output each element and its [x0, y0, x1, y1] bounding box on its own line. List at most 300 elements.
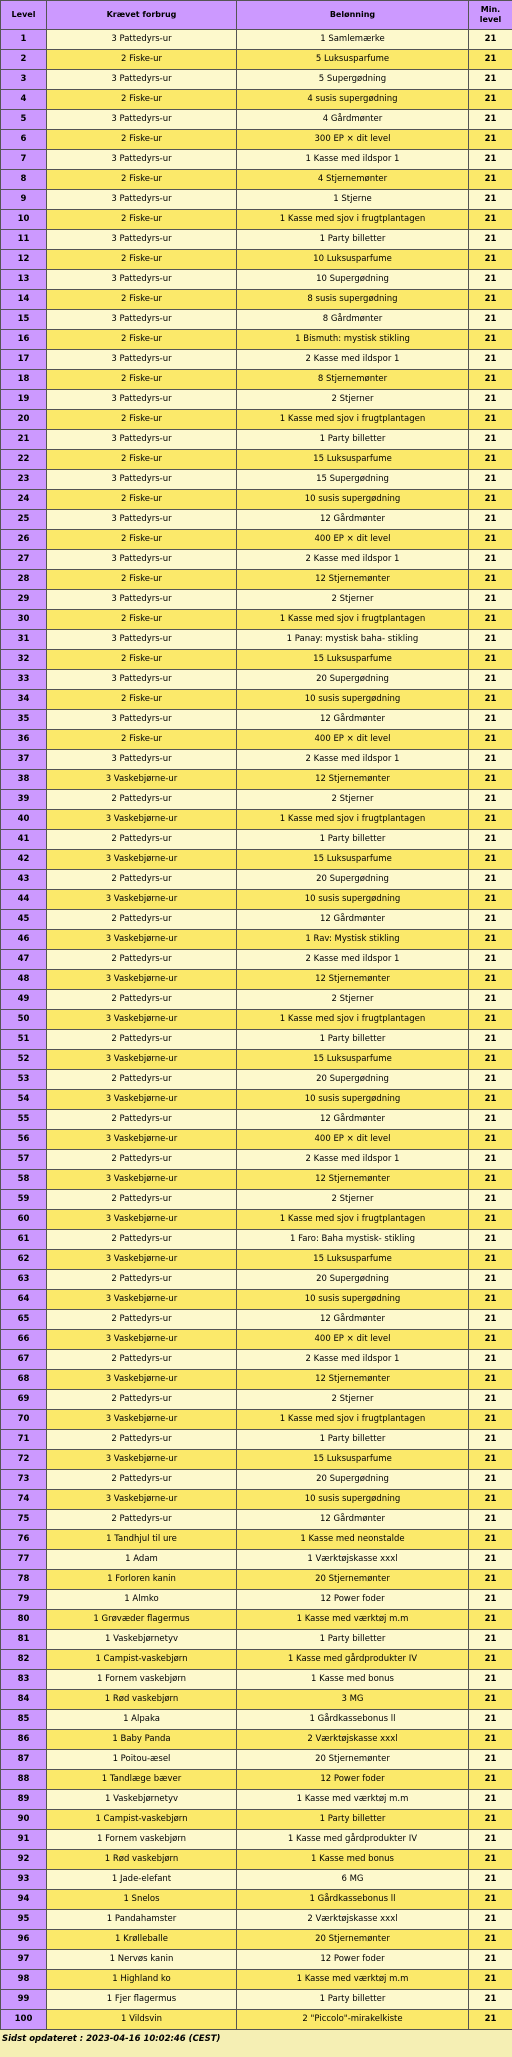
table-row [1, 70, 512, 90]
min-level-cell: 21 [469, 310, 512, 330]
level-cell: 79 [1, 1590, 47, 1610]
required-cell: 3 Pattedyrs-ur [47, 590, 237, 610]
table-row [1, 1090, 512, 1110]
level-cell: 31 [1, 630, 47, 650]
level-cell: 46 [1, 930, 47, 950]
min-level-cell: 21 [469, 1290, 512, 1310]
table-row [1, 1030, 512, 1050]
min-level-cell: 21 [469, 970, 512, 990]
reward-cell: 20 Supergødning [237, 670, 469, 690]
required-cell: 1 Tandhjul til ure [47, 1530, 237, 1550]
required-cell: 2 Fiske-ur [47, 650, 237, 670]
reward-cell: 2 Stjerner [237, 1390, 469, 1410]
required-cell: 1 Fornem vaskebjørn [47, 1830, 237, 1850]
level-cell: 88 [1, 1770, 47, 1790]
table-row [1, 1070, 512, 1090]
level-cell: 63 [1, 1270, 47, 1290]
table-row [1, 750, 512, 770]
level-cell: 67 [1, 1350, 47, 1370]
reward-cell: 12 Power foder [237, 1770, 469, 1790]
level-cell: 99 [1, 1990, 47, 2010]
table-row [1, 170, 512, 190]
reward-cell: 15 Luksusparfume [237, 450, 469, 470]
header-reward[interactable]: Belønning [237, 1, 469, 30]
reward-cell: 2 Værktøjskasse xxxl [237, 1730, 469, 1750]
table-row [1, 610, 512, 630]
reward-cell: 1 Kasse med sjov i frugtplantagen [237, 410, 469, 430]
min-level-cell: 21 [469, 990, 512, 1010]
level-cell: 73 [1, 1470, 47, 1490]
reward-cell: 1 Kasse med sjov i frugtplantagen [237, 610, 469, 630]
level-cell: 53 [1, 1070, 47, 1090]
table-row [1, 1230, 512, 1250]
required-cell: 2 Pattedyrs-ur [47, 1150, 237, 1170]
level-cell: 44 [1, 890, 47, 910]
level-cell: 61 [1, 1230, 47, 1250]
required-cell: 1 Fjer flagermus [47, 1990, 237, 2010]
table-row [1, 910, 512, 930]
table-row [1, 1930, 512, 1950]
table-row [1, 1990, 512, 2010]
reward-cell: 10 Supergødning [237, 270, 469, 290]
required-cell: 2 Fiske-ur [47, 330, 237, 350]
reward-cell: 12 Gårdmønter [237, 710, 469, 730]
required-cell: 2 Fiske-ur [47, 490, 237, 510]
reward-cell: 1 Bismuth: mystisk stikling [237, 330, 469, 350]
table-row [1, 1710, 512, 1730]
required-cell: 2 Fiske-ur [47, 730, 237, 750]
min-level-cell: 21 [469, 2010, 512, 2030]
reward-cell: 1 Kasse med værktøj m.m [237, 1790, 469, 1810]
reward-cell: 400 EP × dit level [237, 530, 469, 550]
level-cell: 59 [1, 1190, 47, 1210]
reward-cell: 10 susis supergødning [237, 690, 469, 710]
reward-cell: 1 Kasse med neonstalde [237, 1530, 469, 1550]
table-row [1, 1790, 512, 1810]
level-cell: 62 [1, 1250, 47, 1270]
reward-cell: 1 Party billetter [237, 1810, 469, 1830]
table-row [1, 1910, 512, 1930]
level-cell: 6 [1, 130, 47, 150]
table-row [1, 1830, 512, 1850]
reward-cell: 1 Værktøjskasse xxxl [237, 1550, 469, 1570]
table-row [1, 670, 512, 690]
table-row [1, 1190, 512, 1210]
table-row [1, 270, 512, 290]
level-cell: 80 [1, 1610, 47, 1630]
required-cell: 1 Highland ko [47, 1970, 237, 1990]
required-cell: 3 Pattedyrs-ur [47, 190, 237, 210]
table-row [1, 790, 512, 810]
table-row [1, 230, 512, 250]
min-level-cell: 21 [469, 270, 512, 290]
reward-cell: 1 Kasse med ildspor 1 [237, 150, 469, 170]
reward-cell: 1 Kasse med værktøj m.m [237, 1610, 469, 1630]
min-level-cell: 21 [469, 470, 512, 490]
required-cell: 2 Fiske-ur [47, 450, 237, 470]
table-row [1, 870, 512, 890]
level-cell: 37 [1, 750, 47, 770]
table-row [1, 1890, 512, 1910]
required-cell: 3 Pattedyrs-ur [47, 670, 237, 690]
header-required[interactable]: Krævet forbrug [47, 1, 237, 30]
reward-cell: 1 Kasse med sjov i frugtplantagen [237, 1410, 469, 1430]
min-level-cell: 21 [469, 1030, 512, 1050]
min-level-cell: 21 [469, 330, 512, 350]
reward-cell: 1 Kasse med bonus [237, 1850, 469, 1870]
min-level-cell: 21 [469, 430, 512, 450]
reward-cell: 1 Gårdkassebonus ll [237, 1710, 469, 1730]
table-row [1, 1690, 512, 1710]
level-cell: 75 [1, 1510, 47, 1530]
reward-cell: 10 susis supergødning [237, 1090, 469, 1110]
table-row [1, 550, 512, 570]
reward-cell: 1 Panay: mystisk baha- stikling [237, 630, 469, 650]
table-row [1, 1570, 512, 1590]
min-level-cell: 21 [469, 1990, 512, 2010]
min-level-cell: 21 [469, 1690, 512, 1710]
min-level-cell: 21 [469, 1430, 512, 1450]
header-min-level[interactable]: Min. level [469, 1, 512, 30]
level-cell: 8 [1, 170, 47, 190]
reward-cell: 1 Gårdkassebonus ll [237, 1890, 469, 1910]
min-level-cell: 21 [469, 70, 512, 90]
required-cell: 1 Adam [47, 1550, 237, 1570]
table-row [1, 1390, 512, 1410]
reward-cell: 2 Stjerner [237, 590, 469, 610]
min-level-cell: 21 [469, 1310, 512, 1330]
reward-cell: 2 Stjerner [237, 1190, 469, 1210]
table-row [1, 1470, 512, 1490]
level-cell: 87 [1, 1750, 47, 1770]
min-level-cell: 21 [469, 1650, 512, 1670]
reward-cell: 400 EP × dit level [237, 1130, 469, 1150]
level-cell: 50 [1, 1010, 47, 1030]
required-cell: 2 Fiske-ur [47, 50, 237, 70]
table-row [1, 130, 512, 150]
table-row [1, 1210, 512, 1230]
required-cell: 3 Vaskebjørne-ur [47, 1250, 237, 1270]
required-cell: 2 Fiske-ur [47, 610, 237, 630]
reward-cell: 15 Luksusparfume [237, 1050, 469, 1070]
table-row [1, 1970, 512, 1990]
min-level-cell: 21 [469, 1010, 512, 1030]
table-row [1, 950, 512, 970]
table-row [1, 1410, 512, 1430]
required-cell: 3 Vaskebjørne-ur [47, 1090, 237, 1110]
reward-cell: 8 Gårdmønter [237, 310, 469, 330]
reward-cell: 10 susis supergødning [237, 1290, 469, 1310]
required-cell: 2 Pattedyrs-ur [47, 1110, 237, 1130]
table-row [1, 470, 512, 490]
required-cell: 2 Fiske-ur [47, 690, 237, 710]
header-level[interactable]: Level [1, 1, 47, 30]
level-cell: 91 [1, 1830, 47, 1850]
required-cell: 1 Snelos [47, 1890, 237, 1910]
table-row [1, 1610, 512, 1630]
level-cell: 85 [1, 1710, 47, 1730]
table-row [1, 110, 512, 130]
reward-cell: 20 Supergødning [237, 1470, 469, 1490]
min-level-cell: 21 [469, 750, 512, 770]
required-cell: 2 Pattedyrs-ur [47, 990, 237, 1010]
level-cell: 41 [1, 830, 47, 850]
level-cell: 98 [1, 1970, 47, 1990]
reward-cell: 1 Faro: Baha mystisk- stikling [237, 1230, 469, 1250]
reward-cell: 1 Kasse med gårdprodukter IV [237, 1650, 469, 1670]
table-row [1, 1490, 512, 1510]
reward-cell: 1 Kasse med sjov i frugtplantagen [237, 210, 469, 230]
min-level-cell: 21 [469, 890, 512, 910]
level-cell: 4 [1, 90, 47, 110]
table-row [1, 630, 512, 650]
min-level-cell: 21 [469, 1590, 512, 1610]
level-cell: 94 [1, 1890, 47, 1910]
table-row [1, 1290, 512, 1310]
level-cell: 96 [1, 1930, 47, 1950]
reward-cell: 1 Party billetter [237, 1630, 469, 1650]
min-level-cell: 21 [469, 130, 512, 150]
required-cell: 3 Pattedyrs-ur [47, 510, 237, 530]
level-cell: 78 [1, 1570, 47, 1590]
min-level-cell: 21 [469, 1410, 512, 1430]
min-level-cell: 21 [469, 1110, 512, 1130]
table-row [1, 970, 512, 990]
min-level-cell: 21 [469, 850, 512, 870]
min-level-cell: 21 [469, 390, 512, 410]
min-level-cell: 21 [469, 690, 512, 710]
level-cell: 20 [1, 410, 47, 430]
min-level-cell: 21 [469, 590, 512, 610]
required-cell: 2 Pattedyrs-ur [47, 1350, 237, 1370]
level-cell: 13 [1, 270, 47, 290]
min-level-cell: 21 [469, 1470, 512, 1490]
min-level-cell: 21 [469, 1270, 512, 1290]
table-row [1, 1350, 512, 1370]
level-cell: 69 [1, 1390, 47, 1410]
required-cell: 2 Pattedyrs-ur [47, 870, 237, 890]
min-level-cell: 21 [469, 110, 512, 130]
required-cell: 2 Pattedyrs-ur [47, 1070, 237, 1090]
required-cell: 1 Jade-elefant [47, 1870, 237, 1890]
table-row [1, 530, 512, 550]
level-cell: 17 [1, 350, 47, 370]
reward-cell: 1 Stjerne [237, 190, 469, 210]
level-cell: 9 [1, 190, 47, 210]
level-cell: 84 [1, 1690, 47, 1710]
table-row [1, 410, 512, 430]
required-cell: 2 Pattedyrs-ur [47, 1190, 237, 1210]
required-cell: 3 Pattedyrs-ur [47, 150, 237, 170]
min-level-cell: 21 [469, 1250, 512, 1270]
min-level-cell: 21 [469, 1610, 512, 1630]
reward-cell: 400 EP × dit level [237, 730, 469, 750]
required-cell: 2 Pattedyrs-ur [47, 1430, 237, 1450]
level-cell: 24 [1, 490, 47, 510]
min-level-cell: 21 [469, 650, 512, 670]
reward-cell: 12 Power foder [237, 1590, 469, 1610]
level-cell: 54 [1, 1090, 47, 1110]
level-cell: 89 [1, 1790, 47, 1810]
table-row [1, 1950, 512, 1970]
min-level-cell: 21 [469, 790, 512, 810]
reward-cell: 15 Luksusparfume [237, 1250, 469, 1270]
required-cell: 2 Fiske-ur [47, 570, 237, 590]
table-row [1, 2010, 512, 2030]
reward-cell: 10 susis supergødning [237, 890, 469, 910]
min-level-cell: 21 [469, 1090, 512, 1110]
table-row [1, 1150, 512, 1170]
required-cell: 3 Vaskebjørne-ur [47, 1290, 237, 1310]
reward-cell: 20 Stjernemønter [237, 1930, 469, 1950]
table-row [1, 1330, 512, 1350]
level-cell: 77 [1, 1550, 47, 1570]
level-cell: 3 [1, 70, 47, 90]
level-cell: 40 [1, 810, 47, 830]
reward-cell: 5 Luksusparfume [237, 50, 469, 70]
min-level-cell: 21 [469, 350, 512, 370]
table-row [1, 210, 512, 230]
min-level-cell: 21 [469, 1390, 512, 1410]
reward-cell: 400 EP × dit level [237, 1330, 469, 1350]
level-cell: 45 [1, 910, 47, 930]
reward-cell: 1 Party billetter [237, 430, 469, 450]
reward-cell: 20 Supergødning [237, 870, 469, 890]
level-cell: 100 [1, 2010, 47, 2030]
required-cell: 2 Pattedyrs-ur [47, 950, 237, 970]
min-level-cell: 21 [469, 50, 512, 70]
min-level-cell: 21 [469, 1190, 512, 1210]
min-level-cell: 21 [469, 1770, 512, 1790]
table-row [1, 890, 512, 910]
required-cell: 2 Fiske-ur [47, 370, 237, 390]
level-cell: 90 [1, 1810, 47, 1830]
required-cell: 3 Vaskebjørne-ur [47, 1370, 237, 1390]
level-cell: 27 [1, 550, 47, 570]
required-cell: 1 Almko [47, 1590, 237, 1610]
reward-cell: 300 EP × dit level [237, 130, 469, 150]
required-cell: 3 Pattedyrs-ur [47, 710, 237, 730]
min-level-cell: 21 [469, 1370, 512, 1390]
min-level-cell: 21 [469, 1350, 512, 1370]
reward-cell: 1 Party billetter [237, 1030, 469, 1050]
min-level-cell: 21 [469, 290, 512, 310]
min-level-cell: 21 [469, 730, 512, 750]
min-level-cell: 21 [469, 1710, 512, 1730]
reward-cell: 4 Gårdmønter [237, 110, 469, 130]
required-cell: 2 Fiske-ur [47, 170, 237, 190]
table-row [1, 90, 512, 110]
table-row [1, 830, 512, 850]
required-cell: 3 Pattedyrs-ur [47, 750, 237, 770]
min-level-cell: 21 [469, 870, 512, 890]
table-row [1, 1130, 512, 1150]
reward-cell: 15 Luksusparfume [237, 650, 469, 670]
required-cell: 2 Pattedyrs-ur [47, 1310, 237, 1330]
reward-cell: 12 Power foder [237, 1950, 469, 1970]
required-cell: 1 Pandahamster [47, 1910, 237, 1930]
table-body [1, 30, 512, 2030]
reward-cell: 12 Gårdmønter [237, 1110, 469, 1130]
required-cell: 1 Rød vaskebjørn [47, 1690, 237, 1710]
required-cell: 2 Pattedyrs-ur [47, 1030, 237, 1050]
min-level-cell: 21 [469, 1890, 512, 1910]
level-cell: 23 [1, 470, 47, 490]
min-level-cell: 21 [469, 250, 512, 270]
level-cell: 92 [1, 1850, 47, 1870]
table-row [1, 990, 512, 1010]
reward-cell: 20 Supergødning [237, 1070, 469, 1090]
table-row [1, 330, 512, 350]
required-cell: 3 Vaskebjørne-ur [47, 1410, 237, 1430]
required-cell: 3 Vaskebjørne-ur [47, 970, 237, 990]
required-cell: 2 Pattedyrs-ur [47, 1390, 237, 1410]
required-cell: 3 Pattedyrs-ur [47, 470, 237, 490]
reward-cell: 12 Gårdmønter [237, 510, 469, 530]
reward-cell: 1 Rav: Mystisk stikling [237, 930, 469, 950]
level-cell: 66 [1, 1330, 47, 1350]
table-row [1, 350, 512, 370]
min-level-cell: 21 [469, 530, 512, 550]
table-row [1, 1370, 512, 1390]
table-row [1, 1590, 512, 1610]
required-cell: 3 Vaskebjørne-ur [47, 1210, 237, 1230]
min-level-cell: 21 [469, 1830, 512, 1850]
required-cell: 1 Poitou-æsel [47, 1750, 237, 1770]
table-row [1, 1010, 512, 1030]
min-level-cell: 21 [469, 930, 512, 950]
required-cell: 3 Vaskebjørne-ur [47, 1170, 237, 1190]
min-level-cell: 21 [469, 1850, 512, 1870]
level-cell: 64 [1, 1290, 47, 1310]
reward-cell: 6 MG [237, 1870, 469, 1890]
min-level-cell: 21 [469, 1050, 512, 1070]
required-cell: 3 Pattedyrs-ur [47, 110, 237, 130]
required-cell: 1 Vildsvin [47, 2010, 237, 2030]
reward-cell: 2 Kasse med ildspor 1 [237, 950, 469, 970]
required-cell: 2 Fiske-ur [47, 530, 237, 550]
table-row [1, 1430, 512, 1450]
reward-cell: 1 Kasse med værktøj m.m [237, 1970, 469, 1990]
level-cell: 72 [1, 1450, 47, 1470]
level-cell: 48 [1, 970, 47, 990]
required-cell: 3 Vaskebjørne-ur [47, 850, 237, 870]
min-level-cell: 21 [469, 190, 512, 210]
reward-cell: 1 Kasse med sjov i frugtplantagen [237, 1010, 469, 1030]
table-row [1, 730, 512, 750]
reward-cell: 1 Party billetter [237, 1430, 469, 1450]
required-cell: 1 Rød vaskebjørn [47, 1850, 237, 1870]
level-cell: 22 [1, 450, 47, 470]
min-level-cell: 21 [469, 1930, 512, 1950]
reward-cell: 4 susis supergødning [237, 90, 469, 110]
table-row [1, 30, 512, 50]
table-row [1, 1530, 512, 1550]
reward-cell: 10 susis supergødning [237, 490, 469, 510]
level-cell: 76 [1, 1530, 47, 1550]
reward-cell: 2 Kasse med ildspor 1 [237, 1350, 469, 1370]
reward-cell: 5 Supergødning [237, 70, 469, 90]
required-cell: 3 Pattedyrs-ur [47, 310, 237, 330]
required-cell: 2 Pattedyrs-ur [47, 1230, 237, 1250]
min-level-cell: 21 [469, 630, 512, 650]
table-header-row [1, 1, 512, 30]
required-cell: 2 Pattedyrs-ur [47, 830, 237, 850]
table-row [1, 450, 512, 470]
reward-cell: 12 Stjernemønter [237, 1370, 469, 1390]
required-cell: 1 Alpaka [47, 1710, 237, 1730]
required-cell: 2 Fiske-ur [47, 290, 237, 310]
